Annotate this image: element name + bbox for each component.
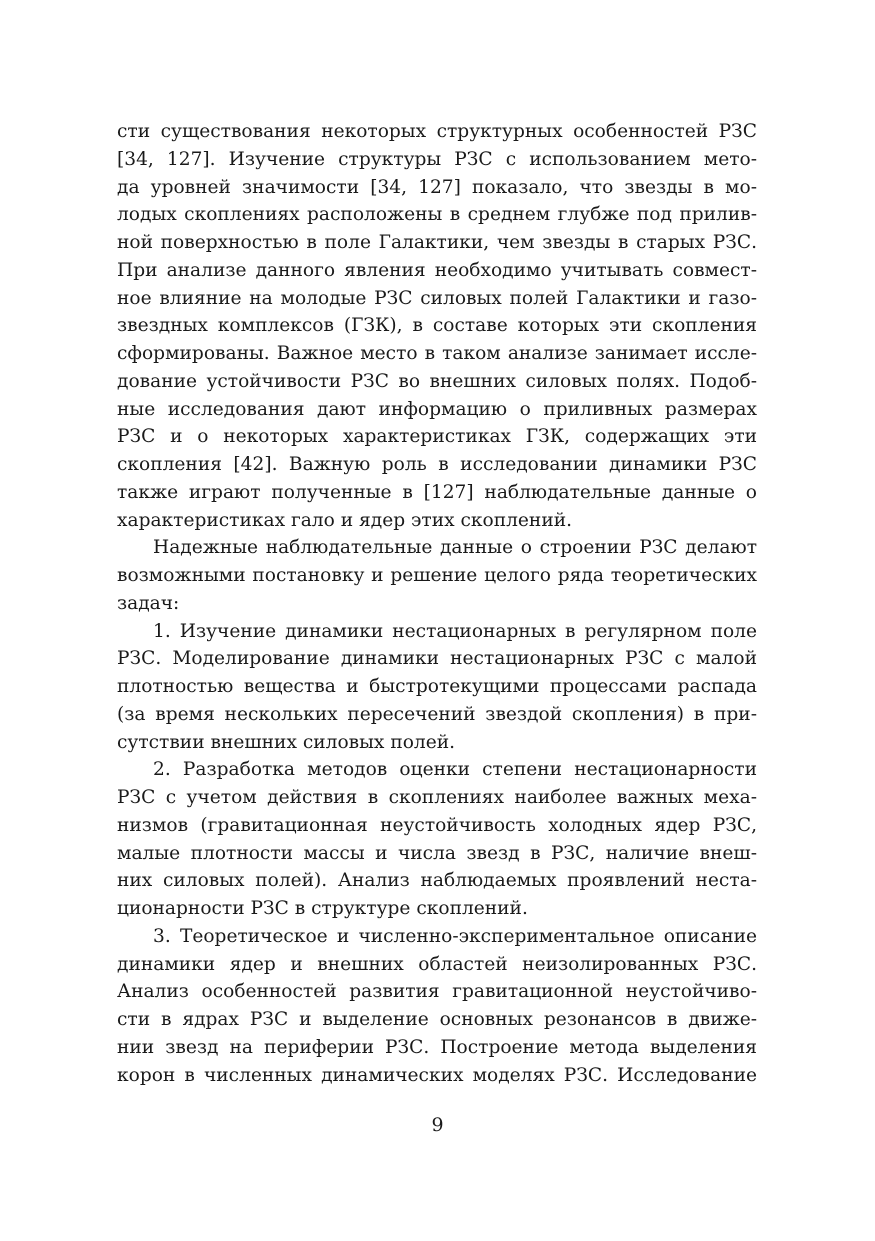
text-line: 2. Разработка методов оценки степени нестационарности (153, 759, 757, 781)
text-line: ной поверхностью в поле Галактики, чем звезды в старых РЗС. (117, 232, 757, 253)
text-line: низмов (гравитационная неустойчивость холодных ядер РЗС, (117, 814, 757, 836)
text-line: [34, 127]. Изучение структуры РЗС с использованием мето- (117, 148, 757, 170)
text-line: сти существования некоторых структурных особенностей РЗС (117, 121, 757, 142)
text-line: скопления [42]. Важную роль в исследовании динамики РЗС (117, 454, 757, 475)
text-line: РЗС. Моделирование динамики нестационарных РЗС с малой (117, 648, 757, 670)
text-line: также играют полученные в [127] наблюдательные данные о (117, 481, 757, 503)
text-line: ное влияние на молодые РЗС силовых полей Галактики и газо- (117, 287, 757, 309)
text-line: РЗС и о некоторых характеристиках ГЗК, содержащих эти (117, 426, 757, 448)
text-line: возможными постановку и решение целого ряда теоретических (117, 565, 757, 586)
text-line: При анализе данного явления необходимо учитывать совмест- (117, 259, 757, 281)
text-line: сутствии внешних силовых полей. (117, 731, 456, 753)
text-line: них силовых полей). Анализ наблюдаемых проявлений неста- (117, 870, 757, 892)
text-line: сформированы. Важное место в таком анализе занимает иссле- (117, 343, 757, 364)
text-line: (за время нескольких пересечений звездой скопления) в при- (117, 703, 757, 725)
text-line: ные исследования дают информацию о приливных размерах (117, 398, 757, 420)
text-line: РЗС с учетом действия в скоплениях наиболее важных меха- (117, 787, 757, 808)
text-line: звездных комплексов (ГЗК), в составе которых эти скопления (117, 315, 757, 337)
text-line: сти в ядрах РЗС и выделение основных резонансов в движе- (117, 1009, 757, 1030)
text-line: лодых скоплениях расположены в среднем глубже под прилив- (117, 204, 757, 226)
page-text (117, 118, 757, 1089)
text-line: 1. Изучение динамики нестационарных в регулярном поле (153, 620, 757, 642)
text-line: задач: (117, 592, 180, 614)
text-line: плотностью вещества и быстротекущими процессами распада (117, 676, 757, 697)
text-line: Надежные наблюдательные данные о строении РЗС делают (153, 537, 757, 559)
text-line: характеристиках гало и ядер этих скоплений. (117, 509, 573, 531)
text-line: да уровней значимости [34, 127] показало, что звезды в мо- (117, 176, 757, 198)
text-line: нии звезд на периферии РЗС. Построение метода выделения (117, 1036, 757, 1058)
text-line: корон в численных динамических моделях РЗС. Исследование (117, 1064, 757, 1086)
page-number: 9 (431, 1114, 444, 1136)
text-line: 3. Теоретическое и численно-экспериментальное описание (153, 925, 757, 947)
text-line: ционарности РЗС в структуре скоплений. (117, 898, 528, 919)
text-line: малые плотности массы и числа звезд в РЗС, наличие внеш- (117, 842, 757, 864)
text-line: Анализ особенностей развития гравитационной неустойчиво- (117, 981, 757, 1003)
text-line: динамики ядер и внешних областей неизолированных РЗС. (117, 953, 757, 975)
text-line: дование устойчивости РЗС во внешних силовых полях. Подоб- (117, 370, 757, 392)
